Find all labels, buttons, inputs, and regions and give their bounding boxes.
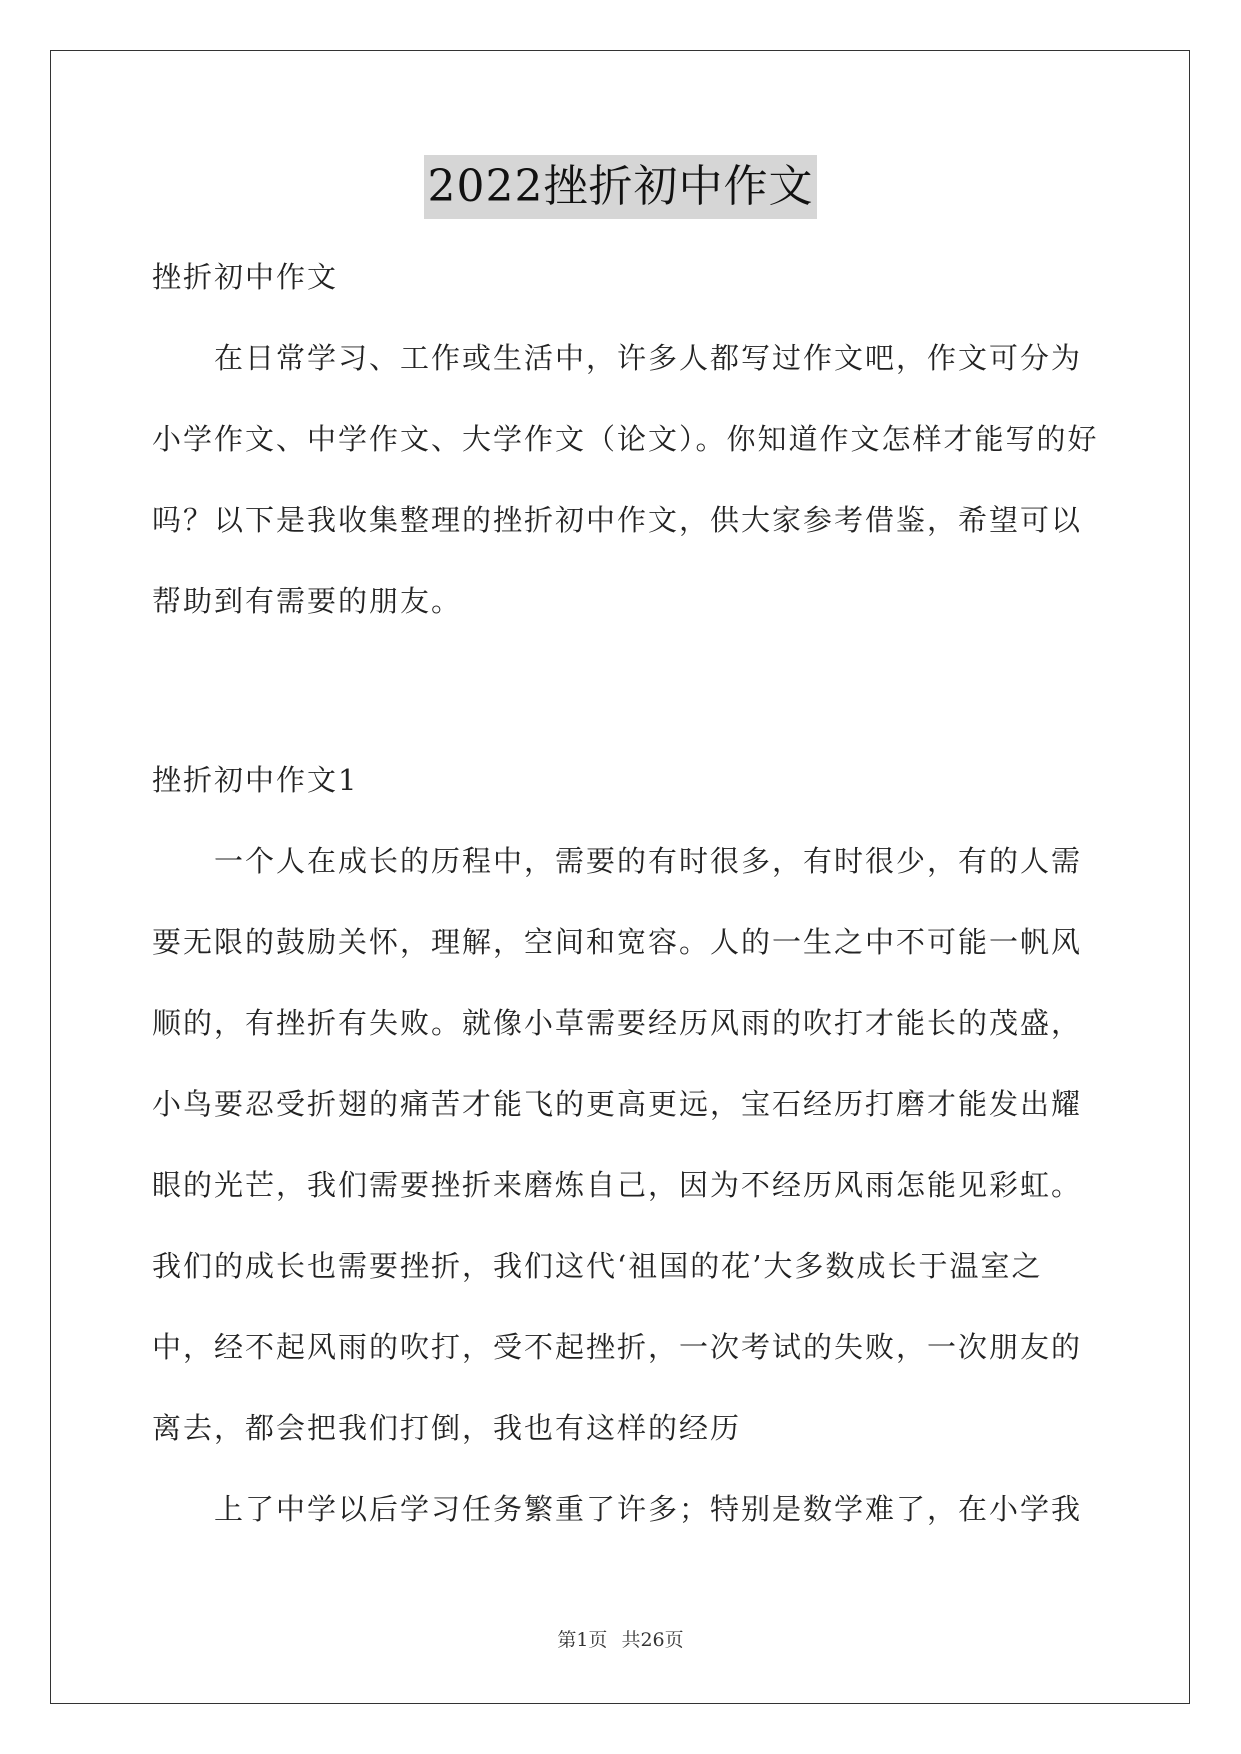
page-total: 共26页 — [621, 1629, 684, 1651]
document-subtitle: 挫折初中作文 — [152, 260, 339, 294]
title-area — [0, 155, 1241, 219]
section-line-9: 上了中学以后学习任务繁重了许多；特别是数学难了，在小学我 — [152, 1492, 1083, 1526]
section-line-7: 中，经不起风雨的吹打，受不起挫折，一次考试的失败，一次朋友的 — [152, 1330, 1083, 1364]
document-title: 2022挫折初中作文 — [424, 155, 818, 219]
intro-line-3: 吗？以下是我收集整理的挫折初中作文，供大家参考借鉴，希望可以 — [152, 503, 1083, 537]
section-1 — [152, 740, 1092, 1550]
intro-line-1: 在日常学习、工作或生活中，许多人都写过作文吧，作文可分为 — [152, 341, 1083, 375]
section-line-5: 眼的光芒，我们需要挫折来磨炼自己，因为不经历风雨怎能见彩虹。 — [152, 1168, 1083, 1202]
section-line-2: 要无限的鼓励关怀，理解，空间和宽容。人的一生之中不可能一帆风 — [152, 925, 1083, 959]
section-line-6: 我们的成长也需要挫折，我们这代‘祖国的花’大多数成长于温室之 — [152, 1249, 1043, 1283]
section-line-3: 顺的，有挫折有失败。就像小草需要经历风雨的吹打才能长的茂盛， — [152, 1006, 1083, 1040]
section-line-4: 小鸟要忍受折翅的痛苦才能飞的更高更远，宝石经历打磨才能发出耀 — [152, 1087, 1083, 1121]
section-heading: 挫折初中作文1 — [152, 763, 359, 797]
intro-line-4: 帮助到有需要的朋友。 — [152, 584, 463, 618]
section-line-8: 离去，都会把我们打倒，我也有这样的经历 — [152, 1411, 742, 1445]
document-body — [152, 237, 1099, 642]
section-line-1: 一个人在成长的历程中，需要的有时很多，有时很少，有的人需 — [152, 844, 1083, 878]
page-footer — [0, 1625, 1241, 1652]
intro-line-2: 小学作文、中学作文、大学作文（论文）。你知道作文怎样才能写的好 — [152, 422, 1099, 456]
page-number: 第1页 — [557, 1629, 608, 1651]
